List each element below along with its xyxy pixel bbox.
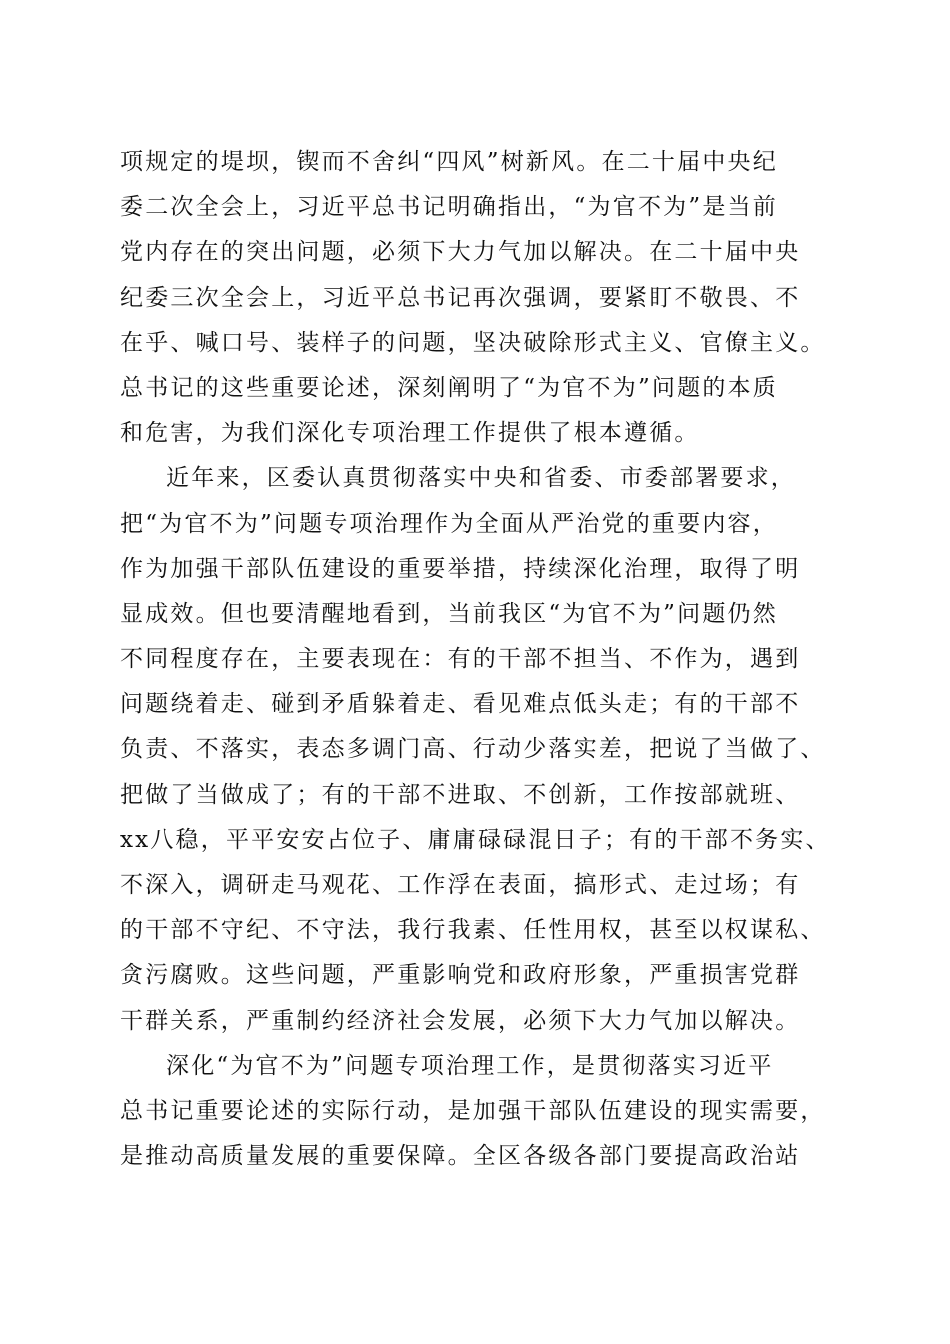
text-line: 不同程度存在，主要表现在：有的干部不担当、不作为，遇到: [120, 646, 801, 673]
text-line: 把“为官不为”问题专项治理作为全面从严治党的重要内容，: [120, 510, 778, 537]
text-line: 贪污腐败。这些问题，严重影响党和政府形象，严重损害党群: [120, 962, 801, 989]
text-line: 的干部不守纪、不守法，我行我素、任性用权，甚至以权谋私、: [120, 917, 826, 944]
text-line: xx八稳，平平安安占位子、庸庸碌碌混日子；有的干部不务实、: [120, 826, 831, 853]
text-line: 委二次全会上，习近平总书记明确指出，“为官不为”是当前: [120, 194, 778, 221]
text-line: 近年来，区委认真贯彻落实中央和省委、市委部署要求，: [166, 465, 796, 492]
text-line: 纪委三次全会上，习近平总书记再次强调，要紧盯不敬畏、不: [120, 284, 801, 311]
text-line: 在乎、喊口号、装样子的问题，坚决破除形式主义、官僚主义。: [120, 329, 826, 356]
text-line: 不深入，调研走马观花、工作浮在表面，搞形式、走过场；有: [120, 872, 801, 898]
text-line: 和危害，为我们深化专项治理工作提供了根本遵循。: [120, 420, 700, 447]
body-text: [120, 140, 840, 1179]
text-line: 把做了当做成了；有的干部不进取、不创新，工作按部就班、: [120, 781, 801, 808]
text-line: 是推动高质量发展的重要保障。全区各级各部门要提高政治站: [120, 1143, 801, 1170]
text-line: 总书记重要论述的实际行动，是加强干部队伍建设的现实需要，: [120, 1097, 826, 1124]
text-line: 深化“为官不为”问题专项治理工作，是贯彻落实习近平: [166, 1052, 774, 1079]
text-line: 干群关系，严重制约经济社会发展，必须下大力气加以解决。: [120, 1007, 801, 1034]
text-line: 显成效。但也要清醒地看到，当前我区“为官不为”问题仍然: [120, 600, 778, 627]
text-line: 问题绕着走、碰到矛盾躲着走、看见难点低头走；有的干部不: [120, 691, 801, 718]
text-line: 负责、不落实，表态多调门高、行动少落实差，把说了当做了、: [120, 736, 826, 763]
text-line: 作为加强干部队伍建设的重要举措，持续深化治理，取得了明: [120, 555, 801, 582]
text-line: 总书记的这些重要论述，深刻阐明了“为官不为”问题的本质: [120, 374, 778, 401]
text-line: 党内存在的突出问题，必须下大力气加以解决。在二十届中央: [120, 239, 801, 266]
text-line: 项规定的堤坝，锲而不舍纠“四风”树新风。在二十届中央纪: [120, 149, 778, 175]
